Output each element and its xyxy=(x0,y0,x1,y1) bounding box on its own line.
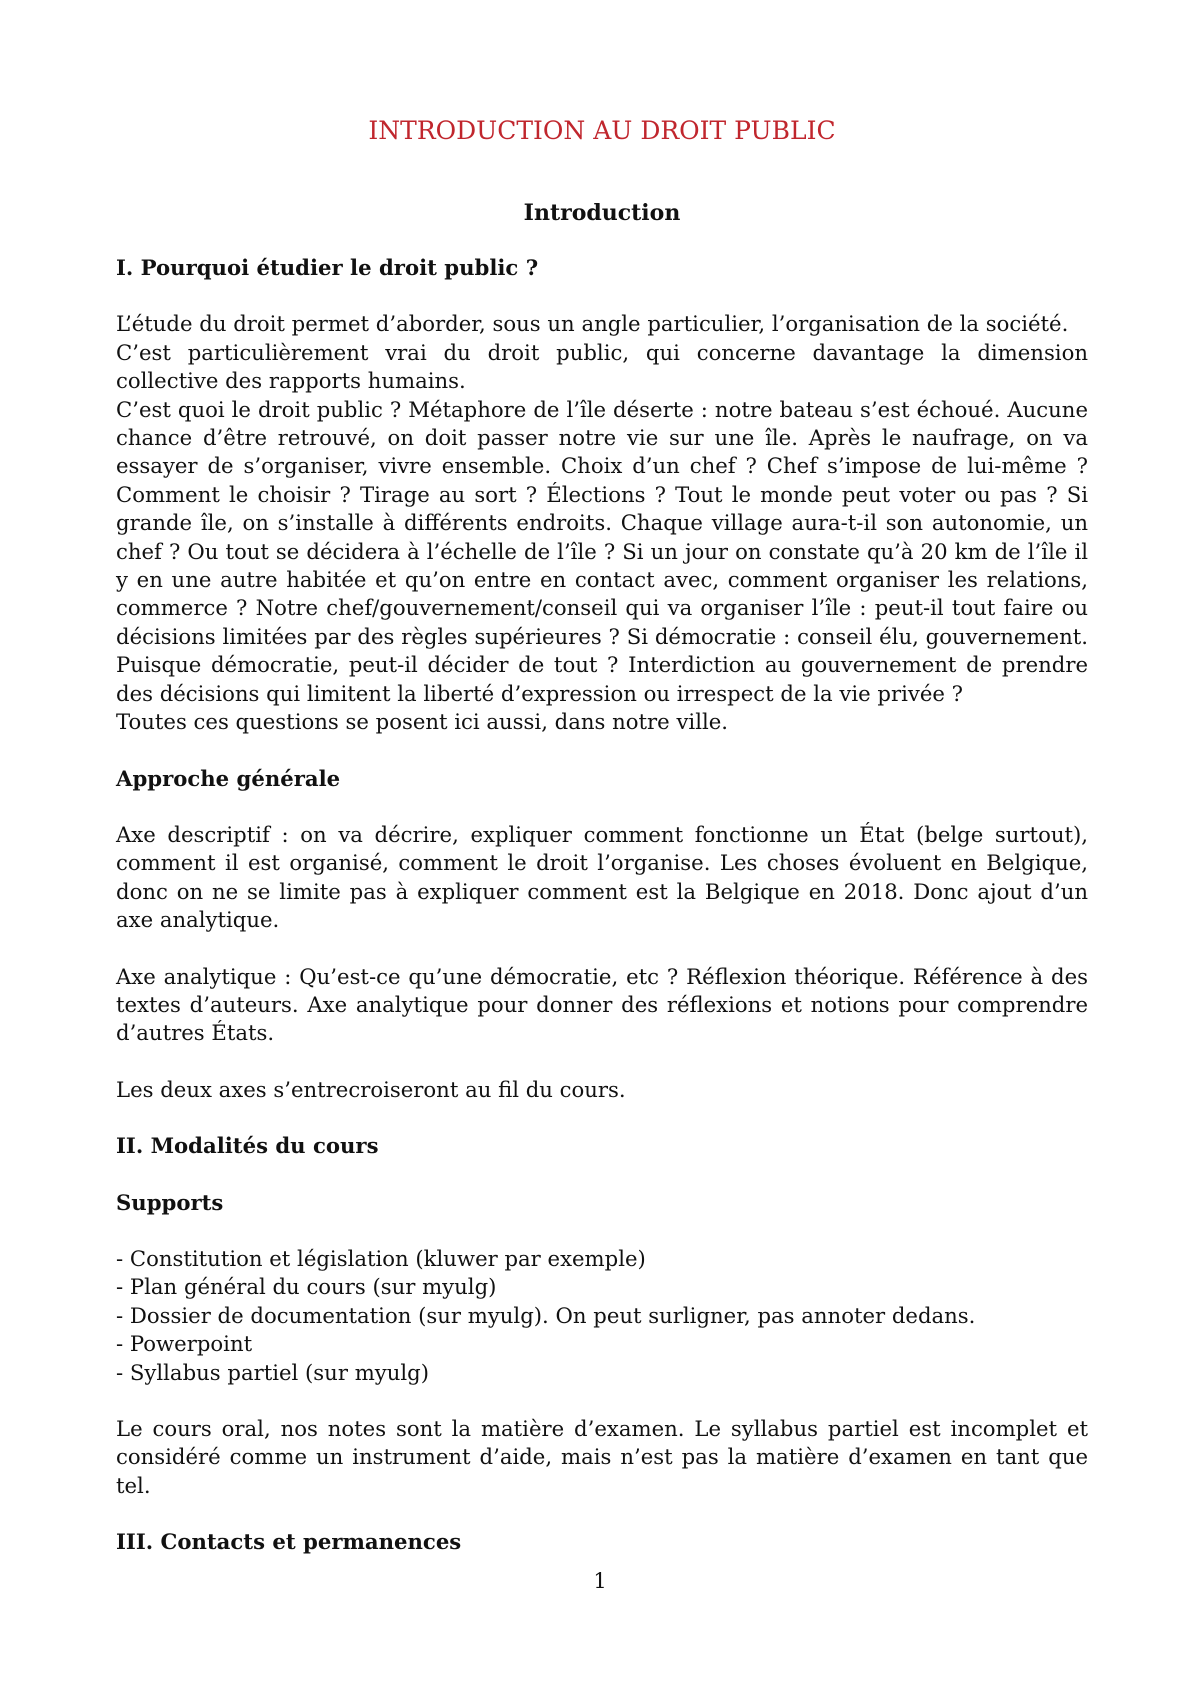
page-number: 1 xyxy=(593,1569,607,1593)
section-1-text xyxy=(116,310,1088,736)
list-item: - Powerpoint xyxy=(116,1331,253,1357)
list-item: - Dossier de documentation (sur myulg). On peut surligner, pas annoter dedans. xyxy=(116,1302,976,1328)
analytical-axis-paragraph: Axe analytique : Qu’est-ce qu’une démocratie, etc ? Réflexion théorique. Référence à des textes d’auteurs. Axe analytique pour donner des réflexions et notions pour comprendre d’autres États. xyxy=(116,963,1088,1046)
document-subtitle: Introduction xyxy=(523,200,681,226)
supports-heading: Supports xyxy=(116,1189,224,1215)
list-item: - Syllabus partiel (sur myulg) xyxy=(116,1359,430,1385)
paragraph: Toutes ces questions se posent ici aussi, dans notre ville. xyxy=(116,709,729,735)
list-item: - Constitution et législation (kluwer par exemple) xyxy=(116,1245,646,1271)
list-item: - Plan général du cours (sur myulg) xyxy=(116,1274,497,1300)
approach-heading: Approche générale xyxy=(116,765,341,791)
descriptive-axis-paragraph: Axe descriptif : on va décrire, expliquer comment fonctionne un État (belge surtout), comment il est organisé, comment le droit l’organise. Les choses évoluent en Belgique, donc on ne se limite pas à expliquer comment est la Belgique en 2018. Donc ajout d’un axe analytique. xyxy=(116,821,1088,933)
supports-list xyxy=(116,1245,1088,1387)
axes-crossing-paragraph: Les deux axes s’entrecroiseront au fil du cours. xyxy=(116,1076,626,1102)
section-heading-1: I. Pourquoi étudier le droit public ? xyxy=(116,255,539,280)
section-heading-3: III. Contacts et permanences xyxy=(116,1529,462,1555)
paragraph: C’est quoi le droit public ? Métaphore de l’île déserte : notre bateau s’est échoué. Aucune chance d’être retrouvé, on doit passer notre vie sur une île. Après le naufrage, on va essayer de s’organiser, vivre ensemble. Choix d’un chef ? Chef s’impose de lui-même ? Comment le choisir ? Tirage au sort ? Élections ? Tout le monde peut voter ou pas ? Si grande île, on s’installe à différents endroits. Chaque village aura-t-il son autonomie, un chef ? Ou tout se décidera à l’échelle de l’île ? Si un jour on constate qu’à 20 km de l’île il y en une autre habitée et qu’on entre en contact avec, comment organiser les relations, commerce ? Notre chef/gouvernement/conseil qui va organiser l’île : peut-il tout faire ou décisions limitées par des règles supérieures ? Si démocratie : conseil élu, gouvernement. Puisque démocratie, peut-il décider de tout ? Interdiction au gouvernement de prendre des décisions qui limitent la liberté d’expression ou irrespect de la vie privée ? xyxy=(116,396,1088,706)
document-title: INTRODUCTION AU DROIT PUBLIC xyxy=(368,116,836,145)
paragraph: C’est particulièrement vrai du droit public, qui concerne davantage la dimension collective des rapports humains. xyxy=(116,339,1088,394)
document-body xyxy=(116,114,1088,1585)
section-heading-2: II. Modalités du cours xyxy=(116,1133,379,1159)
exam-note-paragraph: Le cours oral, nos notes sont la matière d’examen. Le syllabus partiel est incomplet et considéré comme un instrument d’aide, mais n’est pas la matière d’examen en tant que tel. xyxy=(116,1416,1088,1498)
paragraph: L’étude du droit permet d’aborder, sous un angle particulier, l’organisation de la société. xyxy=(116,311,1069,337)
